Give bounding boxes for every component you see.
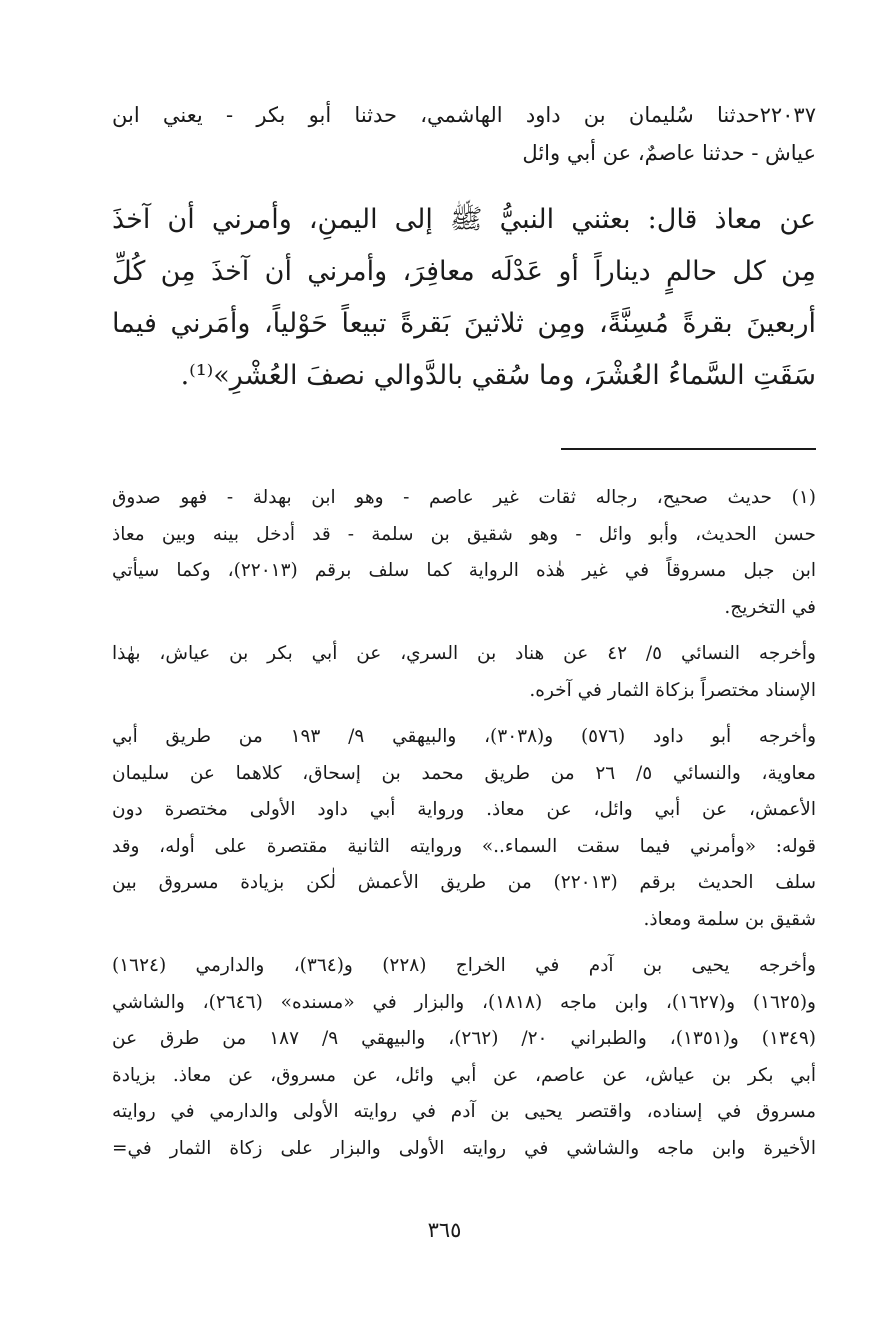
footnote-line: وأخرجه أبو داود (٥٧٦) و(٣٠٣٨)، والبيهقي ٩/ ١٩٣ من طريق أبي <box>112 726 817 747</box>
footnote-line: قوله: «وأمرني فيما سقت السماء..» وروايته الثانية مقتصرة على أوله، وقد <box>112 835 816 857</box>
footnote-line: معاوية، والنسائي ٥/ ٢٦ من طريق محمد بن إسحاق، كلاهما عن سليمان <box>112 762 816 784</box>
footnote-line: وأخرجه النسائي ٥/ ٤٢ عن هناد بن السري، عن أبي بكر بن عياش، بهٰذا <box>112 643 816 664</box>
footnote-line: الأخيرة وابن ماجه والشاشي في روايته الأولى والبزار على زكاة الثمار في= <box>112 1137 816 1159</box>
footnote-line: الأعمش، عن أبي وائل، عن معاذ. ورواية أبي داود الأولى مختصرة دون <box>112 799 816 820</box>
footnote-paragraph-1 <box>112 480 816 626</box>
footnote-line: في التخريج. <box>724 596 816 618</box>
footnote-line: شقيق بن سلمة ومعاذ. <box>643 908 816 930</box>
footnote-line: مسروق في إسناده، واقتصر يحيى بن آدم في روايته الأولى والدارمي في روايته <box>112 1101 816 1122</box>
footnote-line: الإسناد مختصراً بزكاة الثمار في آخره. <box>529 679 816 701</box>
matn-line-4: سَقَتِ السَّماءُ العُشْرَ، وما سُقي بالدَّوالي نصفَ العُشْرِ»⁽¹⁾. <box>180 360 816 391</box>
footnote-line: وأخرجه يحيى بن آدم في الخراج (٢٢٨) و(٣٦٤)، والدارمي (١٦٢٤) <box>112 955 816 976</box>
page-number: ٣٦٥ <box>427 1218 462 1242</box>
matn-line-1: عن معاذ قال: بعثني النبيُّ ﷺ إلى اليمنِ، وأمرني أن آخذَ <box>112 204 816 235</box>
footnote-line: أبي بكر بن عياش، عن عاصم، عن أبي وائل، عن مسروق، عن معاذ. بزيادة <box>112 1064 816 1086</box>
footnote-paragraph-3 <box>112 719 816 938</box>
footnote-paragraph-4 <box>112 948 816 1167</box>
footnote-line: (١٣٤٩) و(١٣٥١)، والطبراني ٢٠/ (٢٦٢)، والبيهقي ٩/ ١٨٧ من طرق عن <box>112 1028 816 1049</box>
isnad-line-2: عياش - حدثنا عاصمٌ، عن أبي وائل <box>522 141 816 165</box>
footnote-divider <box>561 448 816 450</box>
matn-line-3: أربعينَ بقرةً مُسِنَّةً، ومِن ثلاثينَ بَقرةً تبيعاً حَوْلياً، وأمَرني فيما <box>112 308 816 339</box>
matn-line-2: مِن كل حالمٍ ديناراً أو عَدْلَه معافِرَ، وأمرني أن آخذَ مِن كُلِّ <box>112 256 816 287</box>
footnote-line: حسن الحديث، وأبو وائل - وهو شقيق بن سلمة - قد أدخل بينه وبين معاذ <box>112 523 816 545</box>
footnote-line: و(١٦٢٥) و(١٦٢٧)، وابن ماجه (١٨١٨)، والبزار في «مسنده» (٢٦٤٦)، والشاشي <box>112 991 816 1013</box>
hadith-matn <box>112 194 816 402</box>
isnad-line-1: ٢٢٠٣٧حدثنا سُليمان بن داود الهاشمي، حدثنا أبو بكر - يعني ابن <box>112 103 816 127</box>
footnote-line: (١) حديث صحيح، رجاله ثقات غير عاصم - وهو ابن بهدلة - فهو صدوق <box>112 487 816 508</box>
footnote-line: ابن جبل مسروقاً في غير هٰذه الرواية كما سلف برقم (٢٢٠١٣)، وكما سيأتي <box>112 560 816 581</box>
footnote-paragraph-2 <box>112 636 816 709</box>
hadith-isnad <box>112 96 816 172</box>
footnote-line: سلف الحديث برقم (٢٢٠١٣) من طريق الأعمش لٰكن بزيادة مسروق بين <box>112 872 816 893</box>
footnotes <box>112 480 816 1167</box>
page-body <box>112 96 816 1177</box>
